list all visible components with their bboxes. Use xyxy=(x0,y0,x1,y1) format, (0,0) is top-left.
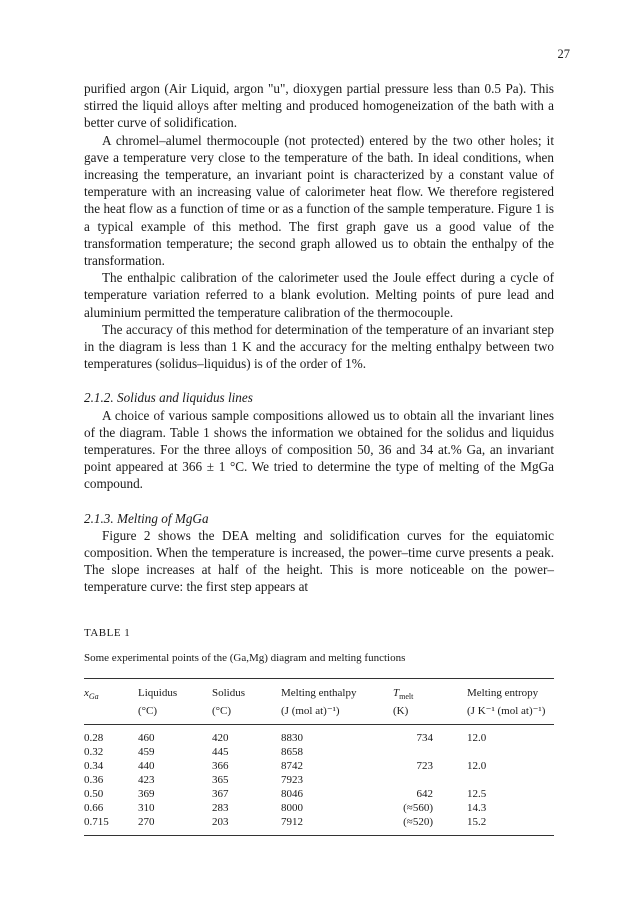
cell-enthalpy: 7923 xyxy=(281,774,303,787)
cell-entropy: 12.0 xyxy=(467,732,487,745)
cell-liquidus: 440 xyxy=(138,760,155,773)
table-row xyxy=(84,773,554,787)
header-xga: $x_{Ga}$ xyxy=(84,679,138,705)
cell-x: 0.32 xyxy=(84,746,104,759)
cell-x: 0.715 xyxy=(84,815,138,836)
cell-entropy: 15.2 xyxy=(467,815,554,836)
header-tmelt-unit: (K) xyxy=(393,704,467,725)
header-solidus-unit: (°C) xyxy=(212,704,281,725)
section-heading-melting-mgga: 2.1.3. Melting of MgGa xyxy=(84,510,209,526)
cell-tmelt: 723 xyxy=(416,760,433,773)
section-heading-solidus-liquidus: 2.1.2. Solidus and liquidus lines xyxy=(84,390,253,406)
cell-entropy: 12.5 xyxy=(467,788,487,801)
cell-solidus: 367 xyxy=(212,788,229,801)
paragraph: A chromel–alumel thermocouple (not protected) entered by the two other holes; it gave a temperature very close to the temperature of the bath. In ideal conditions, when increasing the temperature, an invariant point is characterized by a constant value of temperature with an increasing value of calorimeter heat flow. We therefore registered the heat flow as a function of time or as a function of the sample temperature. Figure 1 is a typical example of this method. The first graph gave us a good value of the transformation temperature; the second graph allowed us to obtain the enthalpy of the transformation. xyxy=(84,132,554,269)
cell-solidus: 203 xyxy=(212,815,281,836)
cell-tmelt: 734 xyxy=(416,732,433,745)
table-row xyxy=(84,801,554,815)
cell-x: 0.36 xyxy=(84,774,104,787)
cell-tmelt: 642 xyxy=(416,788,433,801)
cell-enthalpy: 8000 xyxy=(281,802,303,815)
header-entropy: Melting entropy xyxy=(467,679,554,705)
cell-tmelt xyxy=(393,745,467,759)
page-number: 27 xyxy=(557,47,570,61)
cell-entropy xyxy=(467,773,554,787)
table-row xyxy=(84,725,554,746)
cell-entropy: 14.3 xyxy=(467,802,487,815)
table-header-row xyxy=(84,679,554,705)
cell-tmelt: (≈560) xyxy=(403,802,433,815)
cell-enthalpy: 8046 xyxy=(281,788,303,801)
header-tmelt: $T_{melt}$ xyxy=(393,679,467,705)
table-label: TABLE 1 xyxy=(84,627,131,639)
cell-solidus: 445 xyxy=(212,746,229,759)
data-table xyxy=(84,678,554,836)
cell-solidus: 283 xyxy=(212,802,229,815)
paragraph: A choice of various sample compositions allowed us to obtain all the invariant lines of the diagram. Table 1 shows the information we obtained for the solidus and liquidus temperatures. For the three alloys of composition 50, 36 and 34 at.% Ga, an invariant point appeared at 366 ± 1 °C. We tried to determine the type of melting of the MgGa compound. xyxy=(84,407,554,492)
header-enthalpy: Melting enthalpy xyxy=(281,679,393,705)
table-header-units-row xyxy=(84,704,554,725)
table-row xyxy=(84,787,554,801)
table-row xyxy=(84,745,554,759)
cell-tmelt xyxy=(393,773,467,787)
cell-enthalpy: 8658 xyxy=(281,746,303,759)
cell-tmelt: (≈520) xyxy=(393,815,467,836)
header-xga-unit xyxy=(84,704,138,725)
cell-entropy: 12.0 xyxy=(467,760,487,773)
paragraph: purified argon (Air Liquid, argon "u", dioxygen partial pressure less than 0.5 Pa). This stirred the liquid alloys after melting and produced homogeneization of the bath with a better curve of solidification. xyxy=(84,81,554,131)
cell-x: 0.66 xyxy=(84,802,104,815)
body-text xyxy=(84,80,554,596)
table-caption: Some experimental points of the (Ga,Mg) diagram and melting functions xyxy=(84,652,406,664)
cell-liquidus: 459 xyxy=(138,746,155,759)
cell-x: 0.50 xyxy=(84,788,104,801)
header-liquidus: Liquidus xyxy=(138,679,212,705)
cell-liquidus: 423 xyxy=(138,774,155,787)
cell-liquidus: 310 xyxy=(138,802,155,815)
paragraph: Figure 2 shows the DEA melting and solidification curves for the equiatomic composition. When the temperature is increased, the power–time curve presents a peak. The slope increases at half of the height. This is more noticeable on the power–temperature curve: the first step appears at xyxy=(84,527,554,595)
cell-enthalpy: 7912 xyxy=(281,815,393,836)
cell-enthalpy: 8742 xyxy=(281,760,303,773)
header-liquidus-unit: (°C) xyxy=(138,704,212,725)
cell-x: 0.34 xyxy=(84,760,104,773)
paragraph: The enthalpic calibration of the calorimeter used the Joule effect during a cycle of temperature variation referred to a blank evolution. Melting points of pure lead and aluminium permitted the temperature calibration of the thermocouple. xyxy=(84,270,554,320)
paragraph: The accuracy of this method for determination of the temperature of an invariant step in the diagram is less than 1 K and the accuracy for the melting enthalpy between two temperatures (solidus–liquidus) is of the order of 1%. xyxy=(84,321,554,372)
cell-entropy xyxy=(467,745,554,759)
table-row xyxy=(84,759,554,773)
cell-x: 0.28 xyxy=(84,732,104,745)
cell-liquidus: 460 xyxy=(138,732,155,745)
table-row xyxy=(84,815,554,836)
header-entropy-unit: (J K⁻¹ (mol at)⁻¹) xyxy=(467,704,554,725)
cell-liquidus: 270 xyxy=(138,815,212,836)
header-enthalpy-unit: (J (mol at)⁻¹) xyxy=(281,704,393,725)
cell-liquidus: 369 xyxy=(138,788,155,801)
cell-solidus: 365 xyxy=(212,774,229,787)
header-solidus: Solidus xyxy=(212,679,281,705)
cell-solidus: 366 xyxy=(212,760,229,773)
cell-solidus: 420 xyxy=(212,732,229,745)
cell-enthalpy: 8830 xyxy=(281,732,303,745)
